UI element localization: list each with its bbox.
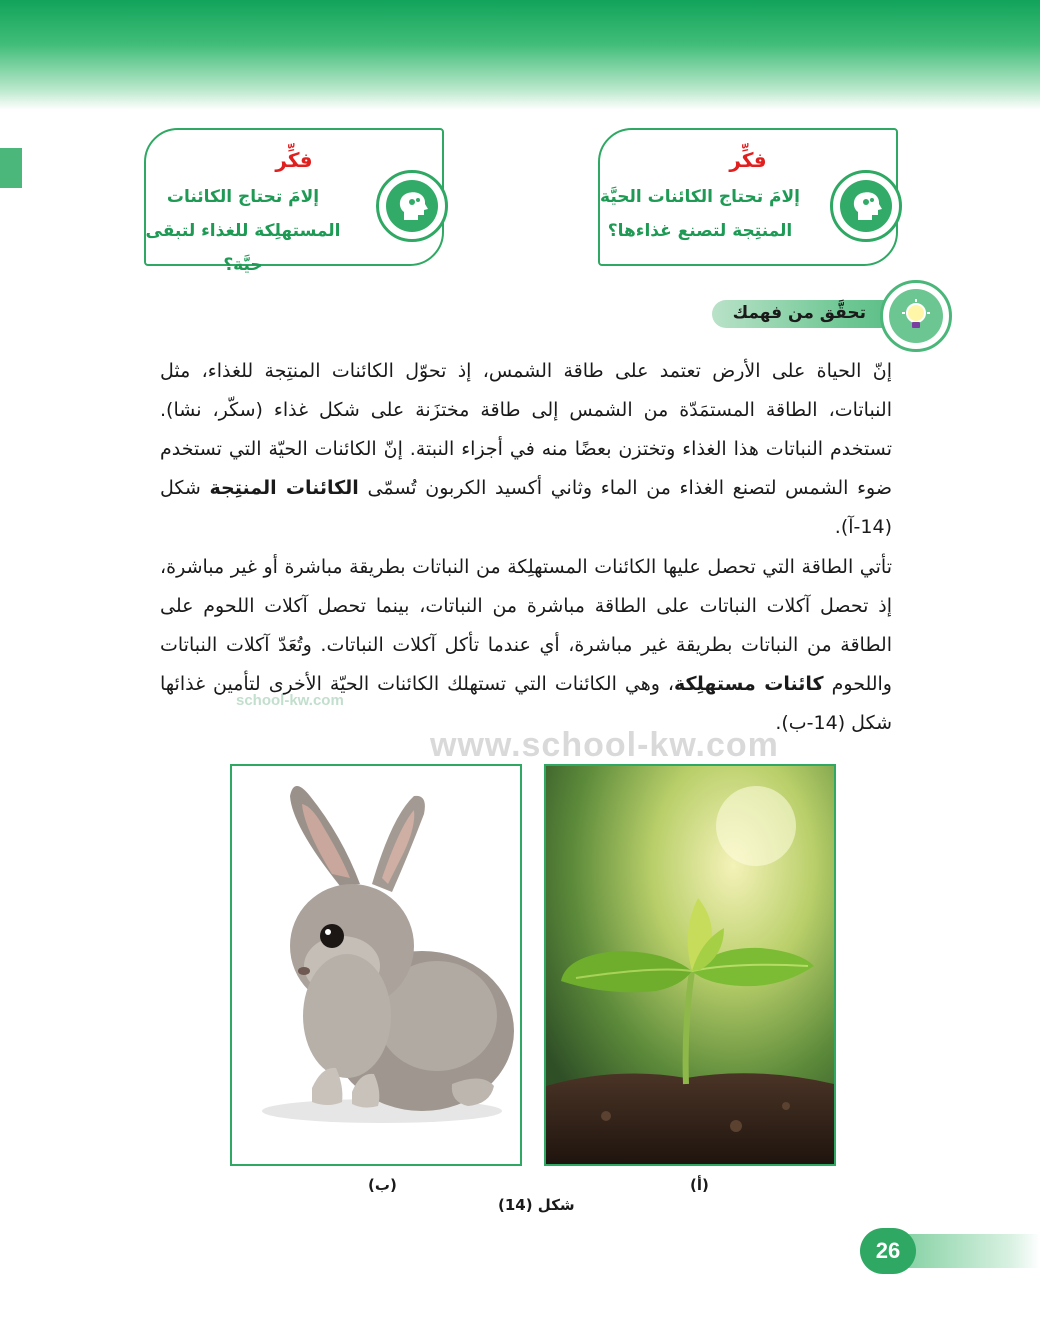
caption-plant: (أ) <box>690 1176 709 1194</box>
lightbulb-icon <box>880 280 952 352</box>
page-number: 26 <box>860 1228 916 1274</box>
think-question: إلامَ تحتاج الكائنات المستهلِكة للغذاء لتبقى حيَّة؟ <box>145 187 341 275</box>
paragraph-consumers <box>160 548 892 743</box>
paragraph-text: إنّ الحياة على الأرض تعتمد على طاقة الشمس، إذ تحوّل الكائنات المنتِجة للغذاء، مثل النباتات، الطاقة المستمَدّة من الشمس إلى طاقة مختزَنة على شكل غذاء (سكّر، نشا). تستخدم النباتات هذا الغذاء وتختزن بعضًا منه في أجزاء النبتة. إنّ الكائنات الحيّة التي تستخدم ضوء الشمس لتصنع الغذاء من الماء وثاني أكسيد الكربون تُسمّى <box>160 360 892 499</box>
think-box-consumers <box>144 128 444 275</box>
caption-rabbit: (ب) <box>368 1176 397 1194</box>
paragraph-text: شكل (14-آ). <box>160 477 892 538</box>
watermark-url: www.school-kw.com <box>430 726 779 764</box>
think-title: فكِّر <box>729 148 767 172</box>
think-title: فكِّر <box>275 148 313 172</box>
figure-seedling <box>544 764 836 1166</box>
paragraph-producers <box>160 352 892 547</box>
think-question: إلامَ تحتاج الكائنات الحيَّة المنتِجة لتصنع غذاءها؟ <box>600 187 800 241</box>
watermark-small: school-kw.com <box>236 692 344 709</box>
term-consumers: كائنات مستهلِكة <box>674 673 824 695</box>
check-understanding-label: تحقَّق من فهمك <box>732 303 866 323</box>
think-box-producers <box>598 128 898 266</box>
figure-rabbit <box>230 764 522 1166</box>
paragraph-text: ، وهي الكائنات التي تستهلك الكائنات الحيّة الأخرى لتأمين غذائها شكل (14-ب). <box>160 673 892 734</box>
paragraph-text: تأتي الطاقة التي تحصل عليها الكائنات المستهلِكة من النباتات بطريقة مباشرة أو غير مباشرة، إذ تحصل آكلات النباتات على الطاقة مباشرة من النباتات، بينما تحصل آكلات اللحوم على الطاقة من النباتات بطريقة غير مباشرة، أي عندما تأكل آكلات النباتات. وتُعَدّ آكلات النباتات واللحوم <box>160 556 892 695</box>
page-number-band <box>896 1234 1040 1268</box>
thinking-head-icon <box>376 170 448 242</box>
thinking-head-icon <box>830 170 902 242</box>
term-producers: الكائنات المنتِجة <box>209 477 359 499</box>
side-tab <box>0 148 22 188</box>
figure-label: شكل (14) <box>498 1196 575 1214</box>
header-band <box>0 0 1040 110</box>
